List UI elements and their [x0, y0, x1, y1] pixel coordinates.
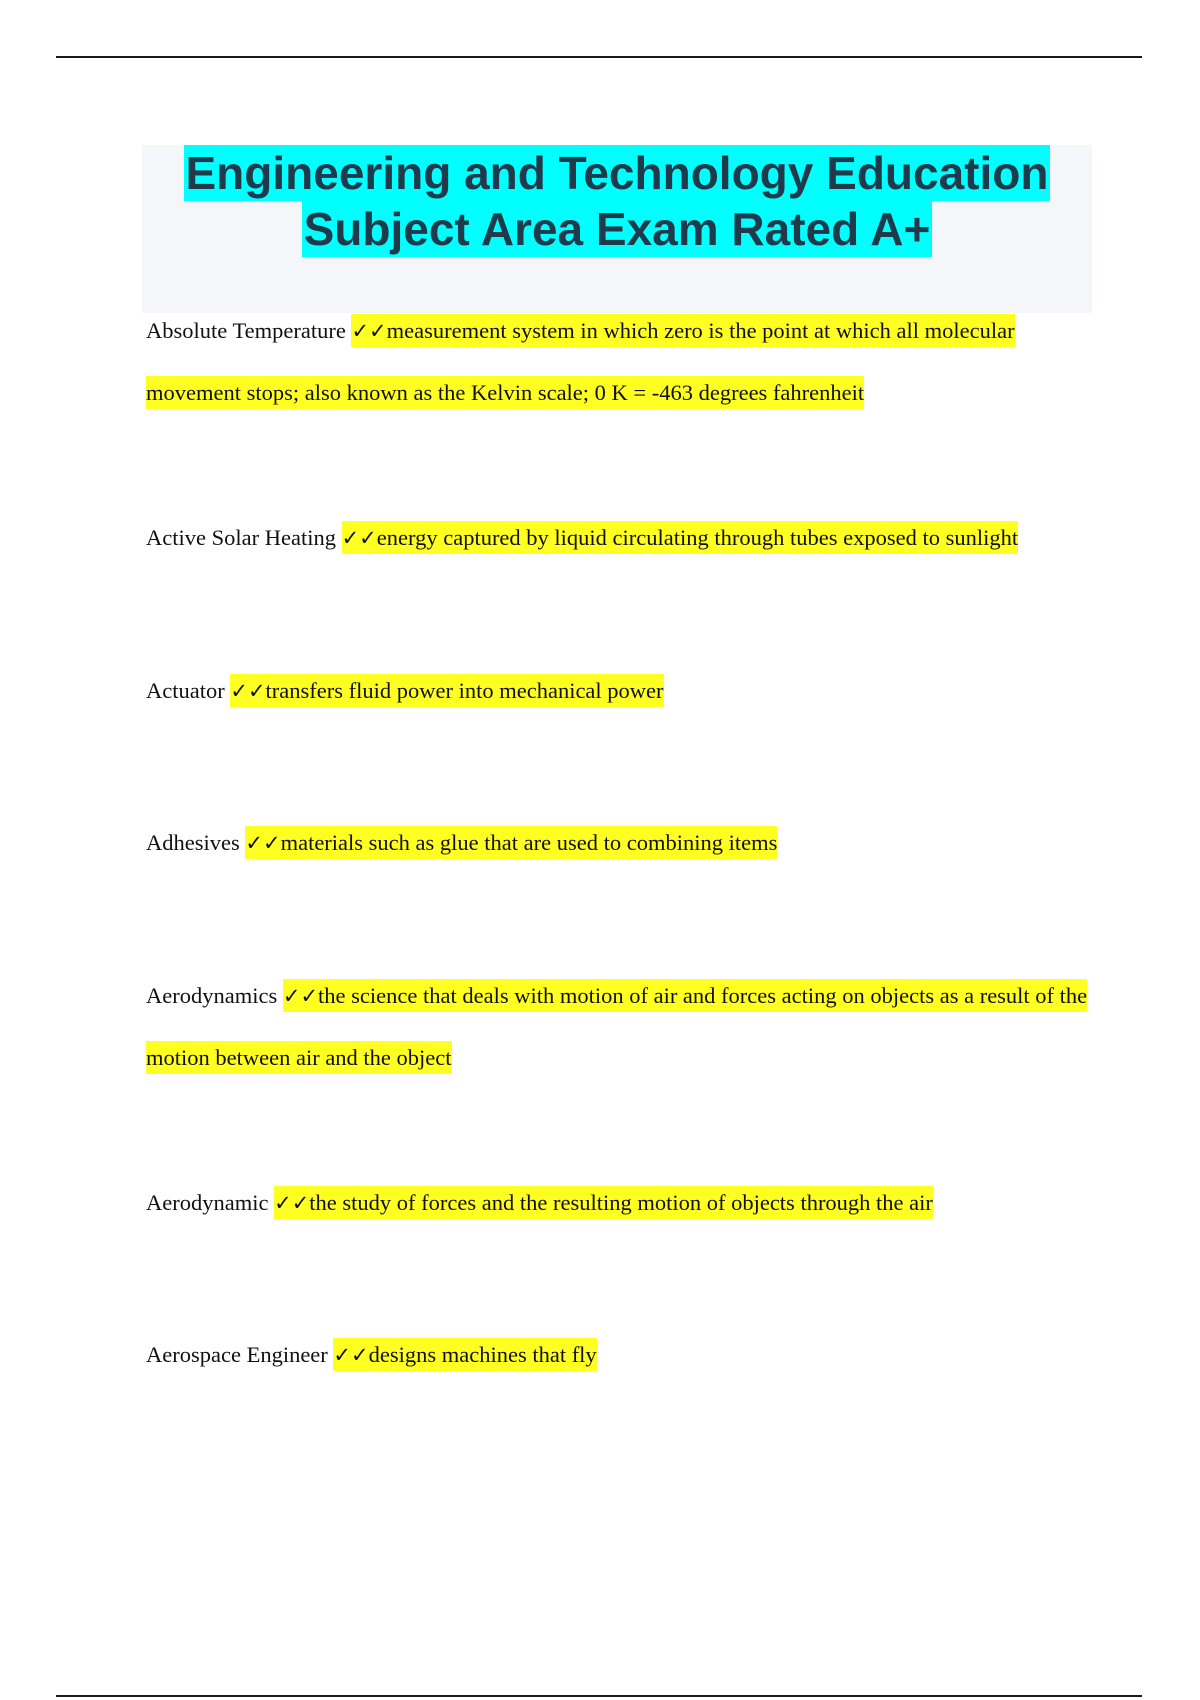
glossary-entry	[146, 965, 1096, 1088]
glossary-entry	[146, 507, 1096, 569]
entry-definition: materials such as glue that are used to combining items	[280, 830, 778, 855]
double-check-icon: ✓✓	[274, 1191, 310, 1215]
entry-term: Aerodynamic	[146, 1190, 269, 1215]
document-title-line-2: Subject Area Exam Rated A+	[303, 203, 931, 255]
entry-definition: energy captured by liquid circulating through tubes exposed to sunlight	[376, 525, 1019, 550]
double-check-icon: ✓✓	[230, 679, 266, 703]
entry-term: Absolute Temperature	[146, 318, 346, 343]
entry-definition: measurement system in which zero is the point at which all molecular movement stops; also known as the Kelvin scale; 0 K = -463 degrees fahrenheit	[146, 318, 1015, 405]
entry-term: Aerospace Engineer	[146, 1342, 328, 1367]
double-check-icon: ✓✓	[333, 1343, 369, 1367]
double-check-icon: ✓✓	[282, 984, 319, 1008]
entry-term: Aerodynamics	[146, 983, 278, 1008]
double-check-icon: ✓✓	[351, 319, 387, 343]
glossary-entry	[146, 812, 1096, 874]
glossary-entry	[146, 300, 1096, 423]
glossary-entry	[146, 1172, 1096, 1234]
entry-definition: the study of forces and the resulting motion of objects through the air	[309, 1190, 933, 1215]
document-title-line-1: Engineering and Technology Education	[185, 147, 1049, 199]
top-rule	[56, 56, 1142, 58]
double-check-icon: ✓✓	[341, 526, 377, 550]
entry-term: Actuator	[146, 678, 225, 703]
entry-definition: transfers fluid power into mechanical power	[265, 678, 664, 703]
glossary-entry	[146, 1324, 1096, 1386]
entry-definition: the science that deals with motion of air and forces acting on objects as a result of the motion between air and the object	[146, 983, 1088, 1070]
double-check-icon: ✓✓	[245, 831, 281, 855]
bottom-rule	[56, 1695, 1142, 1697]
title-block	[142, 145, 1092, 313]
entry-definition: designs machines that fly	[368, 1342, 597, 1367]
entry-term: Adhesives	[146, 830, 240, 855]
glossary-entry	[146, 660, 1096, 722]
entry-term: Active Solar Heating	[146, 525, 336, 550]
